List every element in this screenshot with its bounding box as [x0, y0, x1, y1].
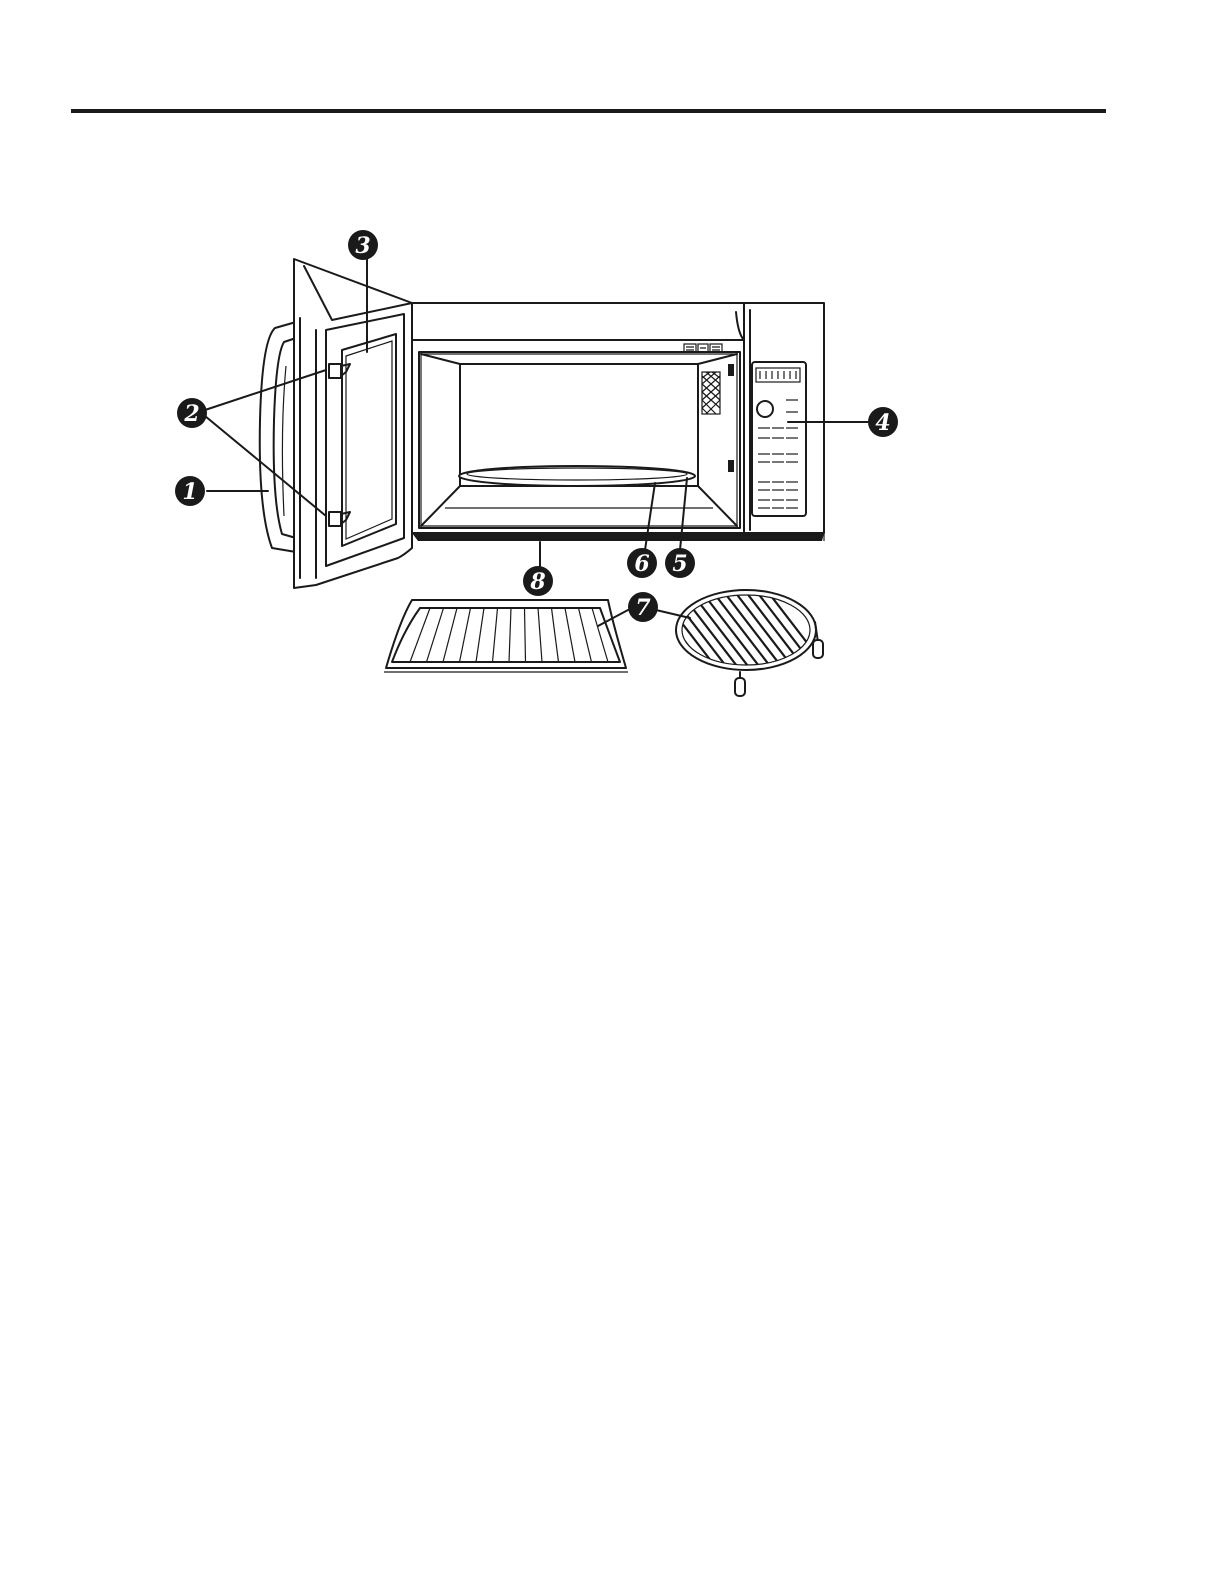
cabinet [412, 303, 824, 541]
rack-bar [460, 608, 471, 662]
door [260, 259, 412, 588]
rack-bar [525, 608, 526, 662]
rack-bar [579, 608, 592, 662]
rack-bar [476, 608, 484, 662]
callout-number: 4 [875, 410, 891, 436]
callout-number: 1 [182, 479, 198, 505]
callout-badge-1 [175, 476, 205, 506]
rack-bar [443, 608, 457, 662]
callout-number: 6 [634, 551, 650, 577]
callout-number: 8 [530, 569, 546, 595]
rack-support-top [728, 364, 734, 376]
callout-badge-3 [348, 230, 378, 260]
rack-bar [493, 608, 498, 662]
round-rack-leg-right [813, 640, 823, 658]
rack-bar [427, 608, 444, 662]
rack-bar [552, 608, 559, 662]
turntable-tray [459, 466, 695, 486]
rack-bar [565, 608, 575, 662]
rack-bar [592, 608, 608, 662]
callout-badge-5 [665, 548, 695, 578]
callout-number: 7 [635, 595, 651, 621]
round-rack-leg-front [735, 678, 745, 696]
callout-number: 5 [672, 551, 688, 577]
rack-bar [509, 608, 511, 662]
callout-number: 2 [184, 401, 200, 427]
bottom-trim [412, 533, 824, 541]
callout-badge-6 [627, 548, 657, 578]
door-handle [260, 322, 296, 552]
rack-support-bottom [728, 460, 734, 472]
rack-bar [410, 608, 430, 662]
callout-badge-4 [868, 407, 898, 437]
rack-bar [538, 608, 542, 662]
callout-badge-2 [177, 398, 207, 428]
callout-badge-8 [523, 566, 553, 596]
callout-number: 3 [355, 233, 371, 259]
callout-badge-7 [628, 592, 658, 622]
rectangular-rack [384, 600, 628, 672]
